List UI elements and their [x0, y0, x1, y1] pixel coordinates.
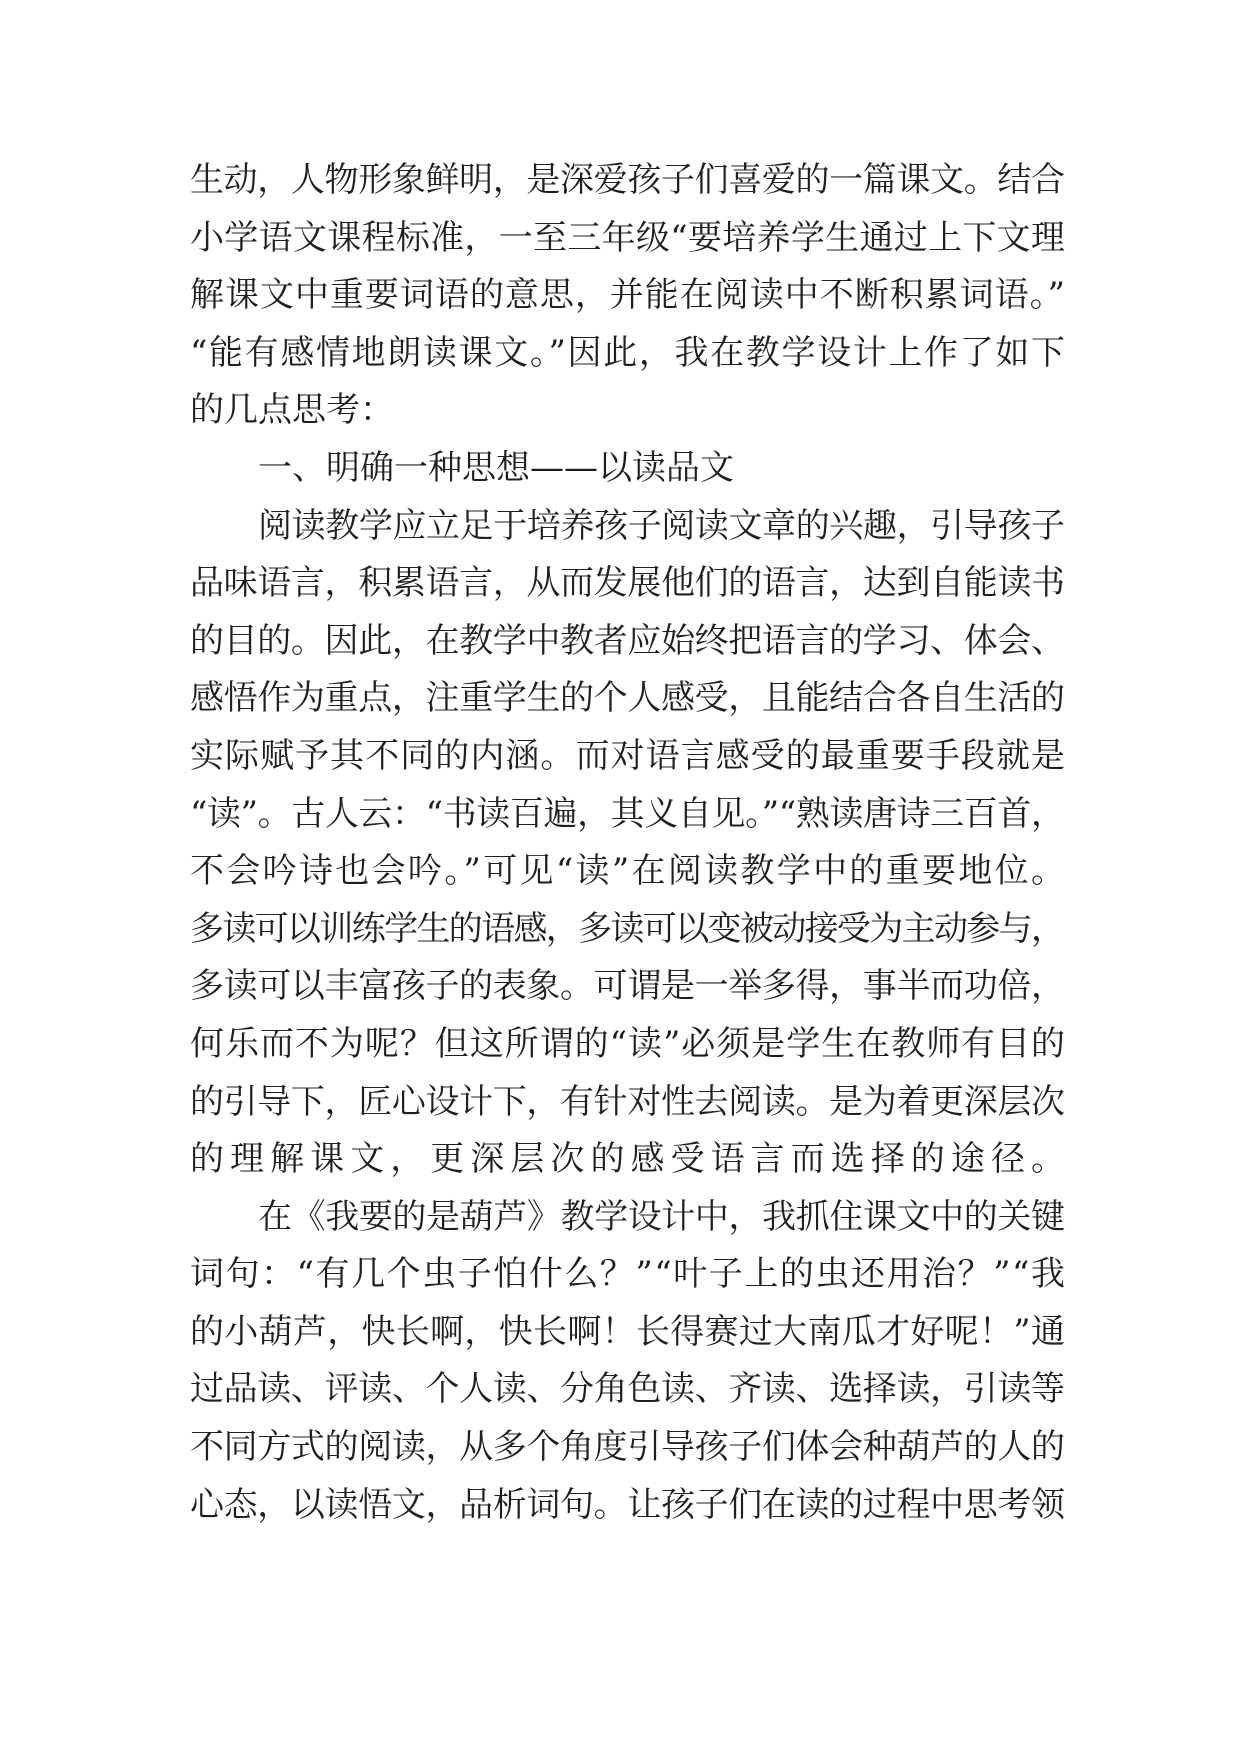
text-line: 的目的。因此，在教学中教者应始终把语言的学习、体会、	[190, 620, 1065, 661]
text-line: 解课文中重要词语的意思，并能在阅读中不断积累词语。”	[190, 275, 1066, 316]
text-line: 感悟作为重点，注重学生的个人感受，且能结合各自生活的	[190, 678, 1065, 719]
text-line: 的理解课文，更深层次的感受语言而选择的途径。	[190, 1139, 1072, 1180]
text-line: 阅读教学应立足于培养孩子阅读文章的兴趣，引导孩子	[258, 505, 1065, 546]
text-line: 多读可以丰富孩子的表象。可谓是一举多得，事半而功倍，	[190, 966, 1065, 1007]
text-line: 的小葫芦，快长啊，快长啊！长得赛过大南瓜才好呢！”通	[190, 1311, 1066, 1352]
text-line: 品味语言，积累语言，从而发展他们的语言，达到自能读书	[190, 563, 1065, 604]
text-line: 的引导下，匠心设计下，有针对性去阅读。是为着更深层次	[190, 1081, 1065, 1122]
text-line: 不会吟诗也会吟。”可见“读”在阅读教学中的重要地位。	[190, 851, 1068, 892]
text-line: 小学语文课程标准，一至三年级“要培养学生通过上下文理	[190, 217, 1066, 258]
text-line: 在《我要的是葫芦》教学设计中，我抓住课文中的关键	[258, 1196, 1065, 1237]
text-line: 不同方式的阅读，从多个角度引导孩子们体会种葫芦的人的	[190, 1427, 1065, 1468]
text-line: 心态，以读悟文，品析词句。让孩子们在读的过程中思考领	[190, 1484, 1065, 1525]
text-line: 生动，人物形象鲜明，是深爱孩子们喜爱的一篇课文。结合	[190, 160, 1065, 200]
text-line: 过品读、评读、个人读、分角色读、齐读、选择读，引读等	[190, 1369, 1065, 1410]
text-line: 的几点思考：	[190, 390, 394, 431]
text-line: 词句：“有几个虫子怕什么？”“叶子上的虫还用治？”“我	[190, 1254, 1067, 1295]
body-text	[190, 152, 1072, 1534]
section-heading: 一、明确一种思想——以读品文	[258, 447, 734, 488]
text-line: 实际赋予其不同的内涵。而对语言感受的最重要手段就是	[190, 735, 1067, 776]
text-line: “能有感情地朗读课文。”因此，我在教学设计上作了如下	[190, 332, 1067, 373]
text-line: 多读可以训练学生的语感，多读可以变被动接受为主动参与，	[190, 908, 1064, 949]
text-line: “读”。古人云：“书读百遍，其义自见。”“熟读唐诗三百首，	[190, 793, 1065, 834]
text-line: 何乐而不为呢？但这所谓的“读”必须是学生在教师有目的	[190, 1023, 1066, 1064]
